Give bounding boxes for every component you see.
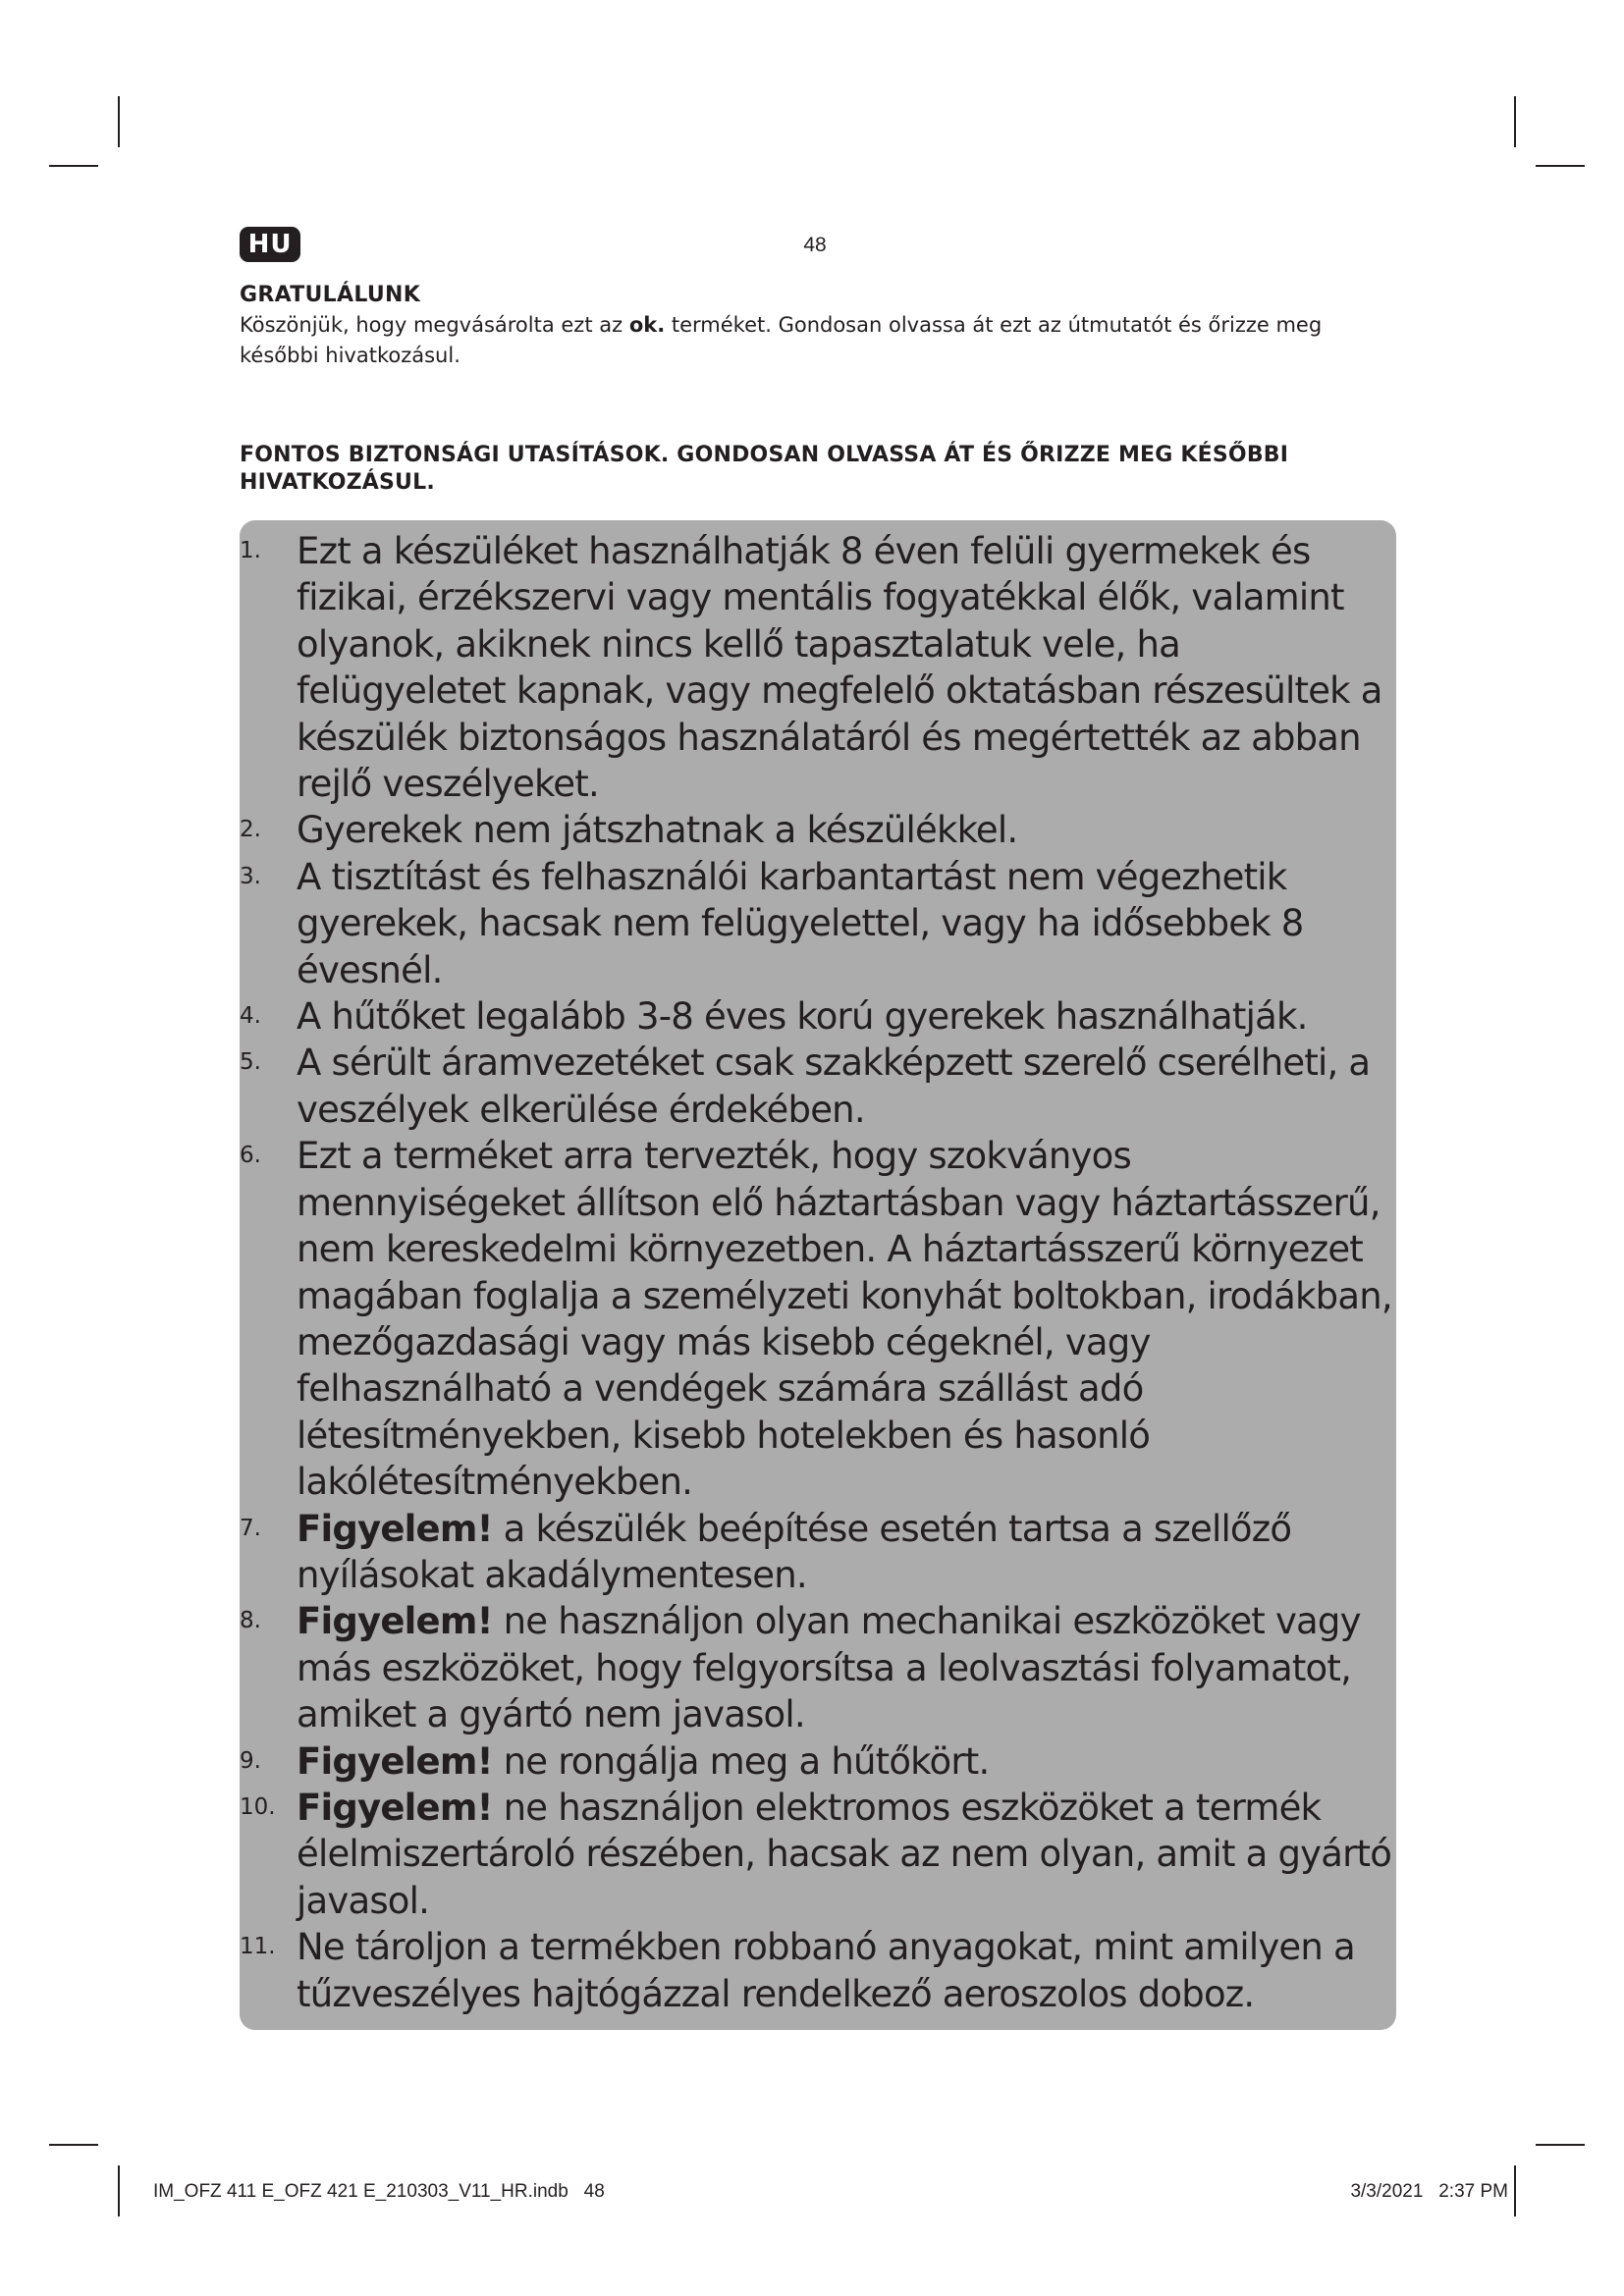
intro-text xyxy=(240,310,1398,371)
safety-item-number: 3. xyxy=(240,863,261,889)
safety-item-number: 2. xyxy=(240,817,261,843)
crop-mark-bottom-left-vertical xyxy=(118,2165,120,2216)
safety-item-number: 10. xyxy=(240,1793,276,1820)
safety-warning-label: Figyelem! xyxy=(297,1786,493,1829)
safety-item-number: 4. xyxy=(240,1003,261,1030)
safety-item-text: a készülék beépítése esetén tartsa a szellőző nyílásokat akadálymentesen. xyxy=(297,1507,1292,1596)
language-badge: HU xyxy=(240,227,300,262)
safety-item-text: A tisztítást és felhasználói karbantartást nem végezhetik gyerekek, hacsak nem felügyelettel, vagy ha idősebbek 8 évesnél. xyxy=(297,855,1304,991)
brand-name: ok. xyxy=(628,313,666,337)
safety-item-number: 8. xyxy=(240,1608,261,1634)
crop-mark-bottom-right-horizontal xyxy=(1536,2144,1585,2146)
safety-instructions-box xyxy=(240,520,1396,2030)
intro-title: GRATULÁLUNK xyxy=(240,283,421,307)
safety-item xyxy=(240,1598,1396,1737)
crop-mark-top-right-vertical xyxy=(1514,96,1516,147)
crop-mark-bottom-left-horizontal xyxy=(49,2144,98,2146)
safety-item-text: Ne tároljon a termékben robbanó anyagokat, mint amilyen a tűzveszélyes hajtógázzal rendelkező aeroszolos doboz. xyxy=(297,1926,1355,2015)
page-number: 48 xyxy=(803,234,827,256)
safety-item-text: A hűtőket legalább 3-8 éves korú gyerekek használhatják. xyxy=(297,995,1308,1039)
safety-warning-label: Figyelem! xyxy=(297,1507,493,1550)
safety-item xyxy=(240,854,1396,993)
safety-item-text: ne használjon olyan mechanikai eszközöket vagy más eszközöket, hogy felgyorsítsa a leolvasztási folyamatot, amiket a gyártó nem javasol. xyxy=(297,1600,1361,1736)
safety-item xyxy=(240,1738,1396,1785)
footer-date-time: 3/3/2021 2:37 PM xyxy=(1350,2181,1508,2202)
crop-mark-bottom-right-vertical xyxy=(1514,2165,1516,2216)
safety-item-text: ne használjon elektromos eszközöket a termék élelmiszertároló részében, hacsak az nem olyan, amit a gyártó javasol. xyxy=(297,1786,1392,1922)
safety-item xyxy=(240,1133,1396,1505)
safety-item xyxy=(240,807,1396,853)
safety-item-text: ne rongálja meg a hűtőkört. xyxy=(492,1739,990,1783)
safety-item-number: 9. xyxy=(240,1747,261,1774)
intro-text-before: Köszönjük, hogy megvásárolta ezt az xyxy=(240,313,629,337)
safety-warning-label: Figyelem! xyxy=(297,1600,493,1643)
safety-item-text: A sérült áramvezetéket csak szakképzett szerelő cserélheti, a veszélyek elkerülése érdekében. xyxy=(297,1041,1371,1131)
safety-item-number: 6. xyxy=(240,1143,261,1169)
crop-mark-top-left-horizontal xyxy=(49,165,98,167)
safety-item xyxy=(240,1924,1396,2017)
safety-item xyxy=(240,1040,1396,1133)
footer-file-info: IM_OFZ 411 E_OFZ 421 E_210303_V11_HR.indb 48 xyxy=(153,2181,605,2202)
safety-item-number: 7. xyxy=(240,1515,261,1541)
safety-item-number: 11. xyxy=(240,1934,276,1960)
safety-item xyxy=(240,528,1396,807)
safety-item-number: 5. xyxy=(240,1049,261,1076)
crop-mark-top-left-vertical xyxy=(118,96,120,147)
safety-heading: FONTOS BIZTONSÁGI UTASÍTÁSOK. GONDOSAN OLVASSA ÁT ÉS ŐRIZZE MEG KÉSŐBBI HIVATKOZÁSUL. xyxy=(240,443,1289,495)
safety-item-text: Gyerekek nem játszhatnak a készülékkel. xyxy=(297,809,1018,852)
safety-item xyxy=(240,1785,1396,1924)
safety-item-text: Ezt a terméket arra tervezték, hogy szokványos mennyiségeket állítson elő háztartásban vagy háztartásszerű, nem kereskedelmi környezetben. A háztartásszerű környezet magában foglalja a személyzeti konyhát boltokban, irodákban, mezőgazdasági vagy más kisebb cégeknél, vagy felhasználható a vendégek számára szállást adó létesítményekben, kisebb hotelekben és hasonló lakólétesítményekben. xyxy=(297,1135,1392,1504)
safety-item xyxy=(240,1506,1396,1599)
safety-item xyxy=(240,993,1396,1040)
intro-text-after: terméket. Gondosan olvassa át ezt az útmutatót és őrizze meg későbbi hivatkozásul. xyxy=(240,313,1323,367)
safety-warning-label: Figyelem! xyxy=(297,1739,493,1783)
safety-item-text: Ezt a készüléket használhatják 8 éven felüli gyermekek és fizikai, érzékszervi vagy mentális fogyatékkal élők, valamint olyanok, akiknek nincs kellő tapasztalatuk vele, ha felügyeletet kapnak, vagy megfelelő oktatásban részesültek a készülék biztonságos használatáról és megértették az abban rejlő veszélyeket. xyxy=(297,530,1382,806)
crop-mark-top-right-horizontal xyxy=(1536,165,1585,167)
safety-list xyxy=(240,528,1396,2017)
safety-item-number: 1. xyxy=(240,538,261,563)
